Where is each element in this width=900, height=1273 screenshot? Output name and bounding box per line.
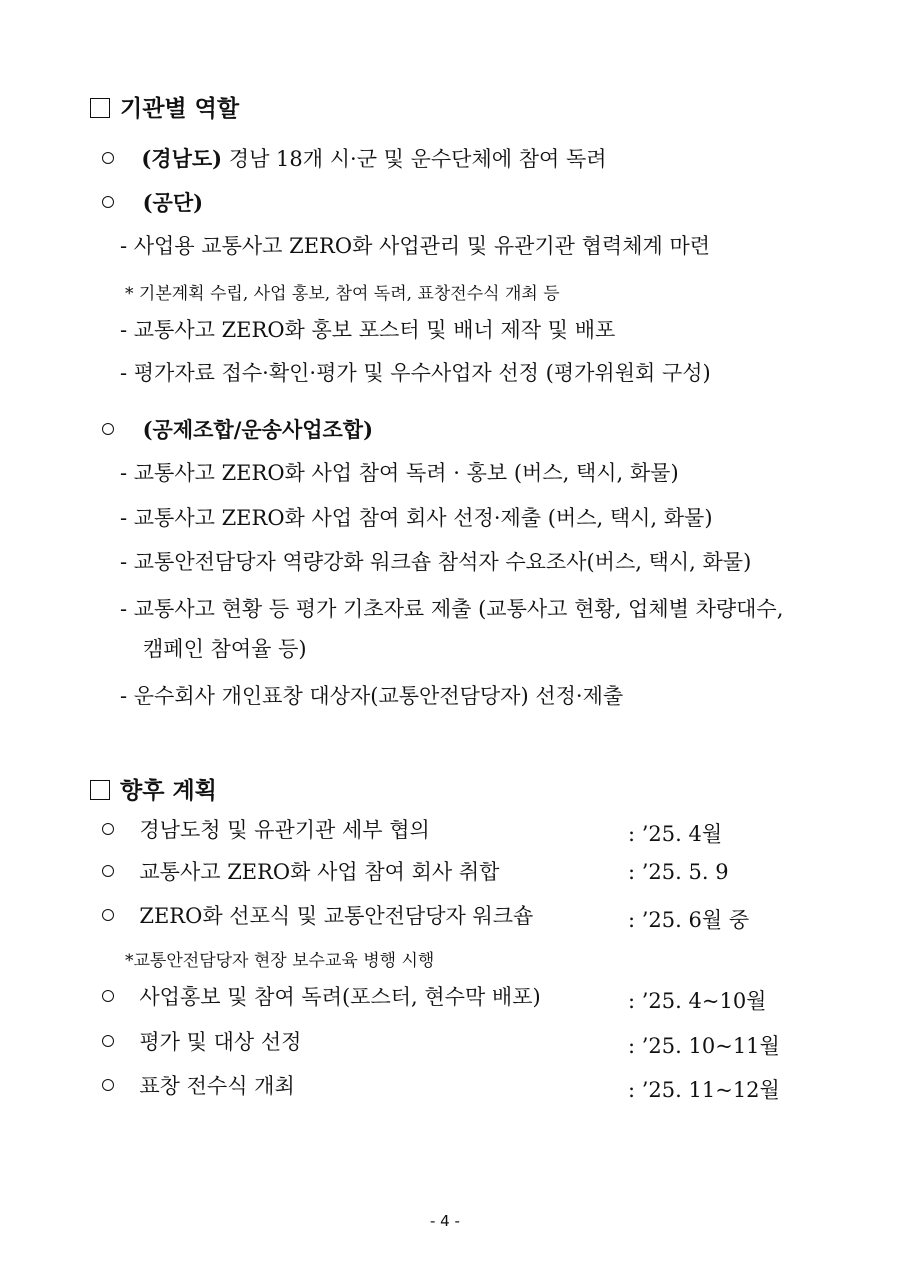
circle-bullet-icon <box>102 990 114 1002</box>
gongdan-item-2: - 교통사고 ZERO화 홍보 포스터 및 배너 제작 및 배포 <box>120 318 616 342</box>
plan-item-4-text: 사업홍보 및 참여 독려(포스터, 현수막 배포) <box>139 985 541 1009</box>
union-item-2: - 교통사고 ZERO화 사업 참여 회사 선정·제출 (버스, 택시, 화물) <box>120 506 713 530</box>
gongdan-item-1: - 사업용 교통사고 ZERO화 사업관리 및 유관기관 협력체계 마련 <box>120 234 711 258</box>
plan-item-2 <box>102 860 499 885</box>
circle-bullet-icon <box>102 423 114 435</box>
plan-item-3 <box>102 904 533 929</box>
section-title-plan <box>90 772 217 805</box>
plan-item-5-date: : ’25. 10~11월 <box>628 1034 780 1058</box>
plan-item-2-text: 교통사고 ZERO화 사업 참여 회사 취합 <box>139 860 500 884</box>
checkbox-icon <box>90 98 110 118</box>
gongdan-label: (공단) <box>142 190 204 215</box>
gyeongnam-label: (경남도) <box>141 146 223 171</box>
plan-item-4 <box>102 985 541 1010</box>
union-item-4: - 교통사고 현황 등 평가 기초자료 제출 (교통사고 현황, 업체별 차량대수, <box>120 597 784 621</box>
circle-bullet-icon <box>102 909 114 921</box>
plan-item-1-date: : ’25. 4월 <box>628 822 723 846</box>
circle-bullet-icon <box>102 152 114 164</box>
plan-item-6-text: 표창 전수식 개최 <box>139 1074 295 1098</box>
list-item-union <box>102 417 373 442</box>
plan-item-1-text: 경남도청 및 유관기관 세부 협의 <box>139 818 430 842</box>
list-item-gyeongnam <box>102 146 607 172</box>
circle-bullet-icon <box>102 196 114 208</box>
list-item-gongdan <box>102 190 203 215</box>
section-title-roles-text: 기관별 역할 <box>120 95 240 122</box>
union-label: (공제조합/운송사업조합) <box>142 417 374 442</box>
section-title-plan-text: 향후 계획 <box>120 777 217 804</box>
plan-item-2-date: : ’25. 5. 9 <box>628 860 729 884</box>
plan-note: *교통안전담당자 현장 보수교육 병행 시행 <box>125 951 435 971</box>
section-title-roles <box>90 90 239 123</box>
plan-item-3-date: : ’25. 6월 중 <box>628 908 750 932</box>
plan-item-4-date: : ’25. 4~10월 <box>628 989 767 1013</box>
gyeongnam-text: 경남 18개 시·군 및 운수단체에 참여 독려 <box>228 147 607 171</box>
circle-bullet-icon <box>102 865 114 877</box>
union-item-4-continued: 캠페인 참여율 등) <box>143 637 307 661</box>
page-number: - 4 - <box>430 1212 460 1230</box>
union-item-1: - 교통사고 ZERO화 사업 참여 독려 · 홍보 (버스, 택시, 화물) <box>120 461 679 485</box>
gongdan-note: * 기본계획 수립, 사업 홍보, 참여 독려, 표창전수식 개최 등 <box>125 284 560 304</box>
circle-bullet-icon <box>102 1035 114 1047</box>
plan-item-5-text: 평가 및 대상 선정 <box>139 1030 302 1054</box>
circle-bullet-icon <box>102 823 114 835</box>
plan-item-1 <box>102 818 430 843</box>
plan-item-3-text: ZERO화 선포식 및 교통안전담당자 워크숍 <box>139 904 534 928</box>
plan-item-6-date: : ’25. 11~12월 <box>628 1078 780 1102</box>
plan-item-5 <box>102 1030 301 1055</box>
gongdan-item-3: - 평가자료 접수·확인·평가 및 우수사업자 선정 (평가위원회 구성) <box>120 361 711 385</box>
checkbox-icon <box>90 780 110 800</box>
circle-bullet-icon <box>102 1079 114 1091</box>
plan-item-6 <box>102 1074 295 1099</box>
union-item-5: - 운수회사 개인표창 대상자(교통안전담당자) 선정·제출 <box>120 684 624 708</box>
union-item-3: - 교통안전담당자 역량강화 워크숍 참석자 수요조사(버스, 택시, 화물) <box>120 550 752 574</box>
